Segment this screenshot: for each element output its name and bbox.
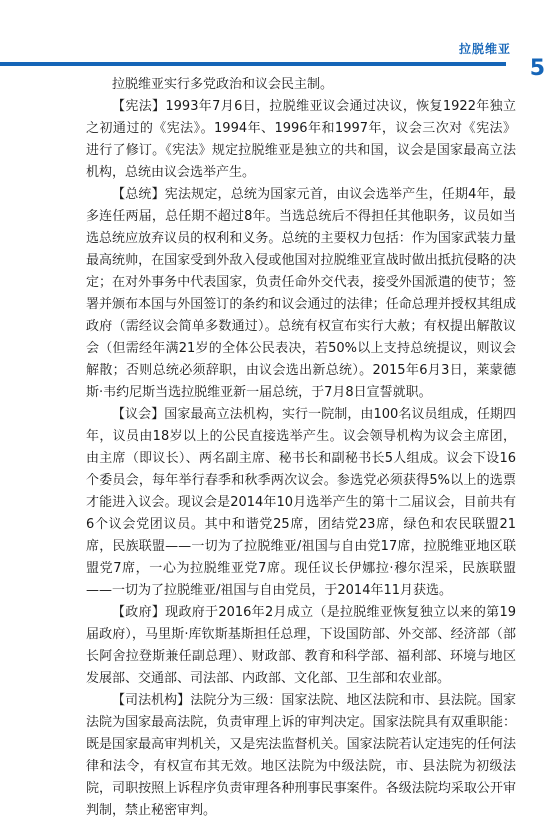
body-text — [86, 74, 516, 822]
page-number: 5 — [529, 56, 545, 81]
paragraph-judiciary: 【司法机构】法院分为三级：国家法院、地区法院和市、县法院。国家法院为国家最高法院，负责审理上诉的审判决定。国家法院具有双重职能：既是国家最高审判机关，又是宪法监督机关。国家法院若认定违宪的任何法律和法令，有权宣布其无效。地区法院为中级法院，市、县法院为初级法院，司职按照上诉程序负责审理各种刑事民事案件。各级法院均采取公开审判制，禁止秘密审判。 — [86, 693, 516, 818]
paragraph-intro: 拉脱维亚实行多党政治和议会民主制。 — [112, 77, 334, 92]
running-header-title: 拉脱维亚 — [458, 42, 511, 56]
paragraph-president: 【总统】宪法规定，总统为国家元首，由议会选举产生，任期4年，最多连任两届，总任期不超过8年。当选总统后不得担任其他职务，议员如当选总统应放弃议员的权利和义务。总统的主要权力包括：作为国家武装力量最高统帅，在国家受到外敌入侵或他国对拉脱维亚宣战时做出抵抗侵略的决定；在对外事务中代表国家，负责任命外交代表，接受外国派遣的使节；签署并颁布本国与外国签订的条约和议会通过的法律；任命总理并授权其组成政府（需经议会简单多数通过）。总统有权宣布实行大赦；有权提出解散议会（但需经年满21岁的全体公民表决，若50%以上支持总统提议，则议会解散；否则总统必须辞职，由议会选出新总统）。2015年6月3日，莱蒙德斯·韦约尼斯当选拉脱维亚新一届总统，于7月8日宣誓就职。 — [86, 187, 516, 400]
paragraph-parliament: 【议会】国家最高立法机构，实行一院制，由100名议员组成，任期四年，议员由18岁以上的公民直接选举产生。议会领导机构为议会主席团，由主席（即议长）、两名副主席、秘书长和副秘书长5人组成。议会下设16个委员会，每年举行春季和秋季两次议会。参选党必须获得5%以上的选票才能进入议会。现议会是2014年10月选举产生的第十二届议会，目前共有6个议会党团议员。其中和谐党25席，团结党23席，绿色和农民联盟21席，民族联盟——一切为了拉脱维亚/祖国与自由党17席，拉脱维亚地区联盟党7席，一心为拉脱维亚党7席。现任议长伊娜拉·穆尔涅采，民族联盟——一切为了拉脱维亚/祖国与自由党员，于2014年11月获选。 — [86, 407, 516, 598]
header-divider — [0, 62, 506, 66]
paragraph-government: 【政府】现政府于2016年2月成立（是拉脱维亚恢复独立以来的第19届政府），马里斯·库钦斯基斯担任总理，下设国防部、外交部、经济部（部长阿舍拉登斯兼任副总理）、财政部、教育和科学部、福利部、环境与地区发展部、交通部、司法部、内政部、文化部、卫生部和农业部。 — [86, 605, 516, 686]
paragraph-constitution: 【宪法】1993年7月6日，拉脱维亚议会通过决议，恢复1922年独立之初通过的《宪法》。1994年、1996年和1997年，议会三次对《宪法》进行了修订。《宪法》规定拉脱维亚是独立的共和国，议会是国家最高立法机构，总统由议会选举产生。 — [86, 99, 516, 180]
